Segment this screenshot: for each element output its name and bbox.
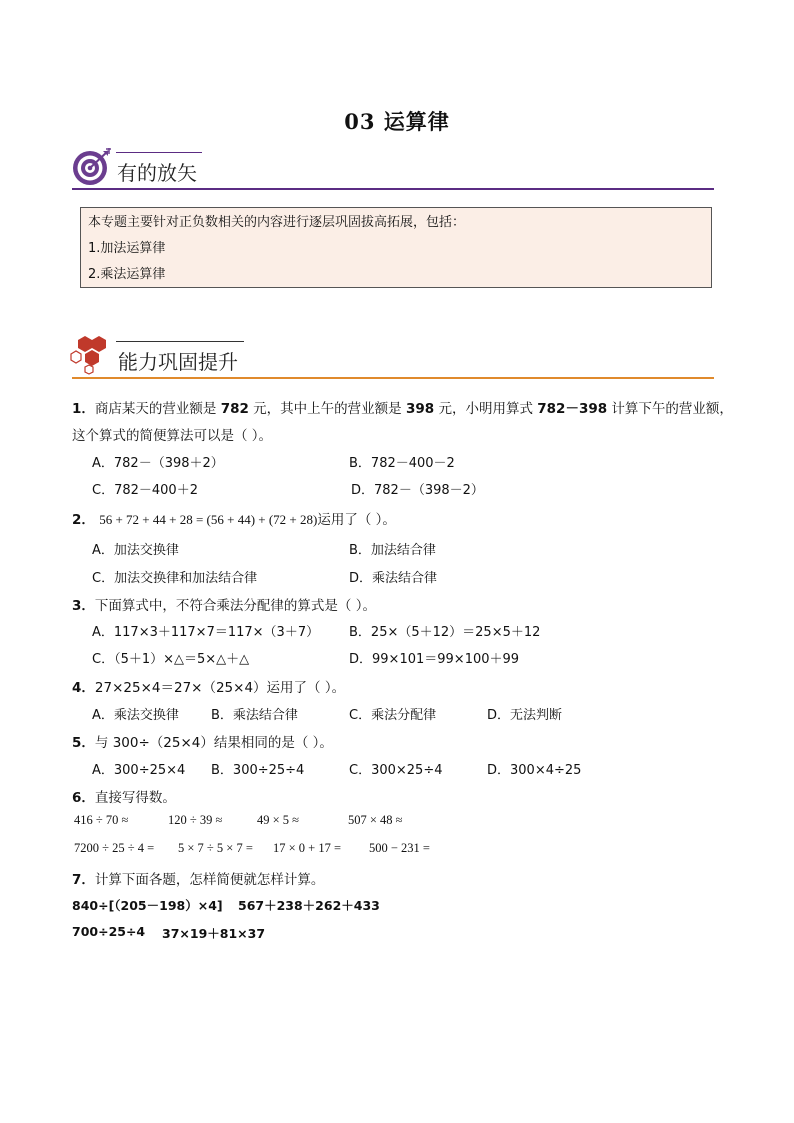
q2-option-b[interactable]: B．加法结合律 xyxy=(349,543,436,558)
q2-option-d[interactable]: D．乘法结合律 xyxy=(349,571,438,586)
intro-line-2: 1.加法运算律 xyxy=(88,241,166,256)
q1-option-d[interactable]: D．782－（398－2） xyxy=(351,483,484,498)
q4-option-a[interactable]: A．乘法交换律 xyxy=(92,708,179,723)
q6-item-3: 49 × 5 ≈ xyxy=(257,813,300,827)
question-3: 3．下面算式中，不符合乘法分配律的算式是（ ）。 xyxy=(72,598,376,614)
q1-option-a[interactable]: A．782－（398＋2） xyxy=(92,456,224,471)
question-4: 4．27×25×4＝27×（25×4）运用了（ ）。 xyxy=(72,680,346,696)
q6-item-5: 7200 ÷ 25 ÷ 4 = xyxy=(74,841,155,855)
question-5: 5．与 300÷（25×4）结果相同的是（ ）。 xyxy=(72,735,333,751)
q7-expr-3: 700÷25÷4 xyxy=(72,924,146,939)
intro-line-1: 本专题主要针对正负数相关的内容进行逐层巩固拔高拓展，包括： xyxy=(88,215,466,230)
q5-option-b[interactable]: B．300÷25÷4 xyxy=(211,763,305,778)
hexagon-icon xyxy=(68,334,114,380)
section1-divider xyxy=(72,188,714,190)
q6-item-4: 507 × 48 ≈ xyxy=(348,813,403,827)
intro-box xyxy=(80,207,712,288)
q1-option-c[interactable]: C．782－400＋2 xyxy=(92,483,198,498)
q4-option-d[interactable]: D．无法判断 xyxy=(487,708,563,723)
q3-option-a[interactable]: A．117×3＋117×7＝117×（3＋7） xyxy=(92,625,320,640)
section1-heading: 有的放矢 xyxy=(117,161,197,185)
q7-expr-4: 37×19＋81×37 xyxy=(162,926,266,941)
q2-option-c[interactable]: C．加法交换律和加法结合律 xyxy=(92,571,258,586)
q6-item-8: 500 − 231 = xyxy=(369,841,430,855)
q4-option-b[interactable]: B．乘法结合律 xyxy=(211,708,298,723)
section2-top-rule xyxy=(116,341,244,342)
q6-item-7: 17 × 0 + 17 = xyxy=(273,841,342,855)
q7-expr-1: 840÷[（205－198）×4] xyxy=(72,898,223,913)
q2-option-a[interactable]: A．加法交换律 xyxy=(92,543,179,558)
q5-option-a[interactable]: A．300÷25×4 xyxy=(92,763,186,778)
q3-option-b[interactable]: B．25×（5＋12）＝25×5＋12 xyxy=(349,625,541,640)
section2-heading: 能力巩固提升 xyxy=(118,350,238,374)
q3-option-c[interactable]: C．（5＋1）×△＝5×△＋△ xyxy=(92,652,250,667)
target-icon xyxy=(70,146,114,194)
q1-option-b[interactable]: B．782－400－2 xyxy=(349,456,455,471)
section1-top-rule xyxy=(116,152,202,153)
q6-item-1: 416 ÷ 70 ≈ xyxy=(74,813,129,827)
q6-item-2: 120 ÷ 39 ≈ xyxy=(168,813,223,827)
q7-expr-2: 567＋238＋262＋433 xyxy=(238,898,380,913)
question-2: 2． 56 + 72 + 44 + 28 = (56 + 44) + (72 + 28)运用了（ ）。 xyxy=(72,512,396,528)
question-7: 7．计算下面各题，怎样简便就怎样计算。 xyxy=(72,872,325,888)
q2-expression: 56 + 72 + 44 + 28 = (56 + 44) + (72 + 28) xyxy=(99,512,318,527)
question-1-line-2: 这个算式的简便算法可以是（ ）。 xyxy=(72,428,273,444)
page-title: 03 运算律 xyxy=(344,109,450,134)
question-1: 1．商店某天的营业额是 782 元，其中上午的营业额是 398 元，小明用算式 782－398 计算下午的营业额， xyxy=(72,401,733,417)
section2-divider xyxy=(72,377,714,379)
q6-item-6: 5 × 7 ÷ 5 × 7 = xyxy=(178,841,253,855)
q3-option-d[interactable]: D．99×101＝99×100＋99 xyxy=(349,652,520,667)
q5-option-d[interactable]: D．300×4÷25 xyxy=(487,763,582,778)
q4-option-c[interactable]: C．乘法分配律 xyxy=(349,708,437,723)
intro-line-3: 2.乘法运算律 xyxy=(88,267,166,282)
q5-option-c[interactable]: C．300×25÷4 xyxy=(349,763,443,778)
question-6: 6．直接写得数。 xyxy=(72,790,176,806)
